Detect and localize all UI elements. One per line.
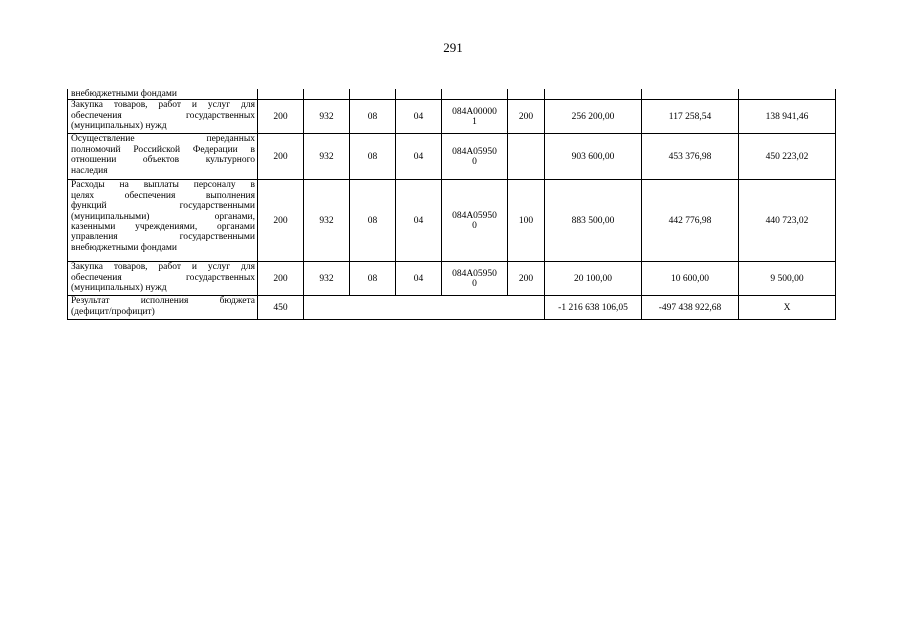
description-cell xyxy=(68,100,258,134)
remaining-amount-cell xyxy=(739,89,836,100)
target-article-line: 1 xyxy=(472,116,477,127)
ministry-code-cell: 932 xyxy=(304,180,350,262)
subsection-cell: 04 xyxy=(396,262,442,296)
admin-code-cell: 200 xyxy=(258,134,304,180)
description-line: Закупка товаров, работ и услуг для xyxy=(71,262,255,273)
description-line: Результат исполнения бюджета xyxy=(71,296,255,307)
description-line: казенными учреждениями, органами xyxy=(71,222,255,233)
target-article-line: 0 xyxy=(472,278,477,289)
description-line: (дефицит/профицит) xyxy=(71,306,155,317)
remaining-amount-cell: X xyxy=(739,296,836,320)
plan-amount-cell: 256 200,00 xyxy=(545,100,642,134)
description-cell xyxy=(68,134,258,180)
remaining-amount-cell: 138 941,46 xyxy=(739,100,836,134)
merged-empty-cell xyxy=(304,296,545,320)
remaining-amount-cell: 440 723,02 xyxy=(739,180,836,262)
result-row xyxy=(68,296,836,320)
ministry-code-cell: 932 xyxy=(304,262,350,296)
target-article-line: 084А00000 xyxy=(452,106,497,117)
expense-type-cell xyxy=(508,134,545,180)
target-article-cell xyxy=(442,89,508,100)
target-article-line: 0 xyxy=(472,156,477,167)
admin-code-cell: 200 xyxy=(258,262,304,296)
admin-code-cell: 450 xyxy=(258,296,304,320)
section-cell: 08 xyxy=(350,134,396,180)
subsection-cell xyxy=(396,89,442,100)
executed-amount-cell: 453 376,98 xyxy=(642,134,739,180)
plan-amount-cell: -1 216 638 106,05 xyxy=(545,296,642,320)
description-line: наследия xyxy=(71,165,108,176)
remaining-amount-cell: 9 500,00 xyxy=(739,262,836,296)
admin-code-cell: 200 xyxy=(258,180,304,262)
table-row xyxy=(68,262,836,296)
ministry-code-cell: 932 xyxy=(304,134,350,180)
description-cell xyxy=(68,89,258,100)
plan-amount-cell xyxy=(545,89,642,100)
admin-code-cell xyxy=(258,89,304,100)
description-line: управления государственными xyxy=(71,232,255,243)
table-row xyxy=(68,89,836,100)
expense-type-cell: 100 xyxy=(508,180,545,262)
plan-amount-cell: 20 100,00 xyxy=(545,262,642,296)
section-cell: 08 xyxy=(350,180,396,262)
target-article-line: 0 xyxy=(472,220,477,231)
description-line: (муниципальных) нужд xyxy=(71,283,167,294)
target-article-line: 084А05950 xyxy=(452,210,497,221)
description-cell xyxy=(68,180,258,262)
expense-type-cell xyxy=(508,89,545,100)
executed-amount-cell: 10 600,00 xyxy=(642,262,739,296)
plan-amount-cell: 883 500,00 xyxy=(545,180,642,262)
description-line: обеспечения государственных xyxy=(71,272,255,283)
description-line: внебюджетными фондами xyxy=(71,89,177,99)
ministry-code-cell: 932 xyxy=(304,100,350,134)
executed-amount-cell: 117 258,54 xyxy=(642,100,739,134)
target-article-line: 084А05950 xyxy=(452,268,497,279)
table-row xyxy=(68,180,836,262)
description-cell xyxy=(68,262,258,296)
target-article-cell xyxy=(442,134,508,180)
executed-amount-cell: -497 438 922,68 xyxy=(642,296,739,320)
table-row xyxy=(68,100,836,134)
description-line: Осуществление переданных xyxy=(71,134,255,145)
result-description-cell xyxy=(68,296,258,320)
description-line: (муниципальными) органами, xyxy=(71,211,255,222)
description-line: обеспечения государственных xyxy=(71,110,255,121)
description-line: внебюджетными фондами xyxy=(71,242,177,253)
page-number: 291 xyxy=(443,40,463,55)
section-cell xyxy=(350,89,396,100)
target-article-cell xyxy=(442,100,508,134)
expense-type-cell: 200 xyxy=(508,100,545,134)
subsection-cell: 04 xyxy=(396,134,442,180)
description-line: Закупка товаров, работ и услуг для xyxy=(71,100,255,111)
admin-code-cell: 200 xyxy=(258,100,304,134)
subsection-cell: 04 xyxy=(396,100,442,134)
ministry-code-cell xyxy=(304,89,350,100)
subsection-cell: 04 xyxy=(396,180,442,262)
description-line: отношении объектов культурного xyxy=(71,155,255,166)
table-row xyxy=(68,134,836,180)
remaining-amount-cell: 450 223,02 xyxy=(739,134,836,180)
target-article-cell xyxy=(442,262,508,296)
section-cell: 08 xyxy=(350,262,396,296)
plan-amount-cell: 903 600,00 xyxy=(545,134,642,180)
description-line: функций государственными xyxy=(71,201,255,212)
expense-type-cell: 200 xyxy=(508,262,545,296)
target-article-cell xyxy=(442,180,508,262)
executed-amount-cell: 442 776,98 xyxy=(642,180,739,262)
description-line: полномочий Российской Федерации в xyxy=(71,144,255,155)
description-line: целях обеспечения выполнения xyxy=(71,190,255,201)
executed-amount-cell xyxy=(642,89,739,100)
description-line: (муниципальных) нужд xyxy=(71,121,167,132)
description-line: Расходы на выплаты персоналу в xyxy=(71,180,255,191)
target-article-line: 084А05950 xyxy=(452,146,497,157)
budget-table xyxy=(67,89,836,320)
section-cell: 08 xyxy=(350,100,396,134)
